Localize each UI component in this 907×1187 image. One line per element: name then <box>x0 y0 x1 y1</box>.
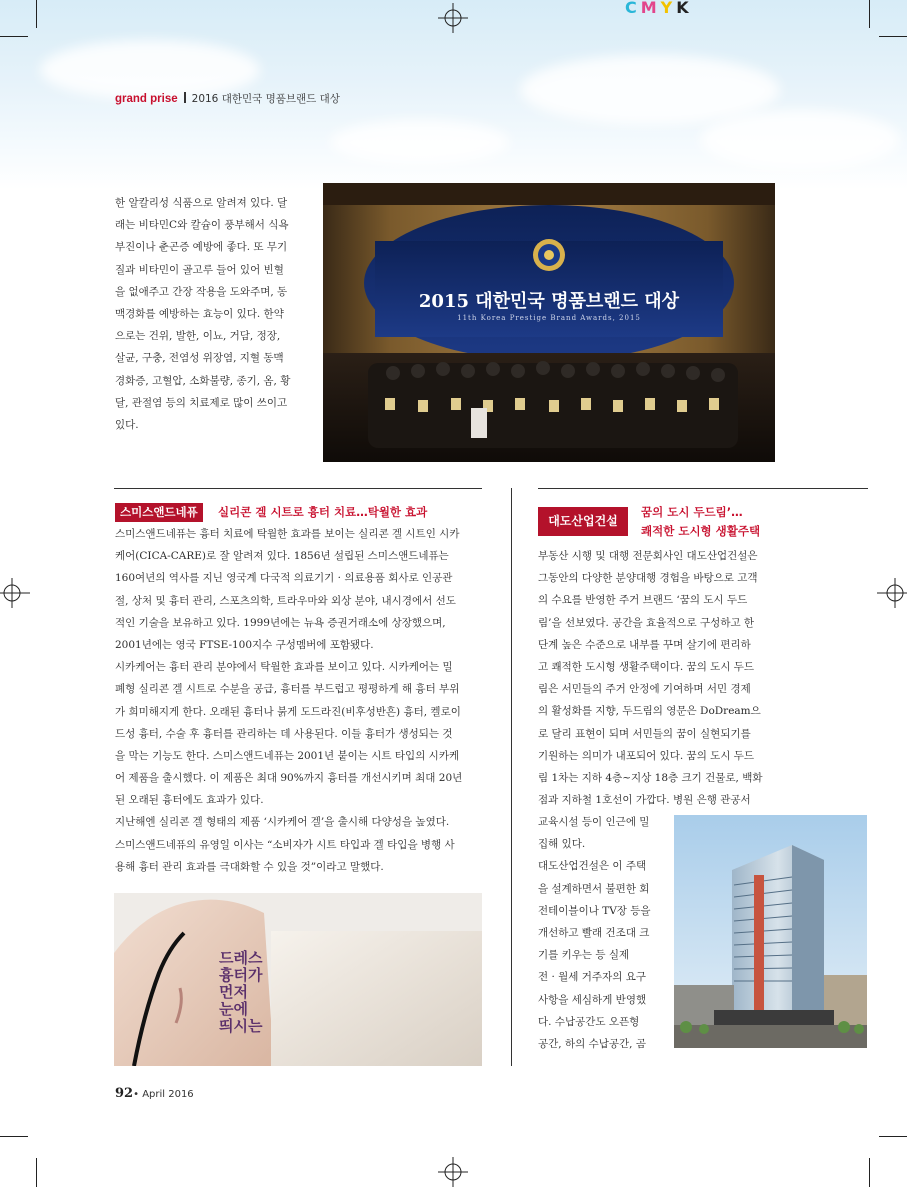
running-header <box>115 91 340 106</box>
text-line: 림은 서민들의 주거 안정에 기여하며 서민 경제 <box>538 683 751 696</box>
text-line: 절, 상처 및 흉터 관리, 스포츠의학, 트라우마와 외상 분야, 내시경에서 선도 <box>115 594 456 607</box>
registration-mark-icon <box>438 1157 468 1187</box>
smith-body-text <box>115 523 487 878</box>
award-photo-art <box>323 183 775 462</box>
text-line: 고 쾌적한 도시형 생활주택이다. 꿈의 도시 두드 <box>538 660 755 673</box>
text-line: 로 달리 표현이 되며 서민들의 꿈이 실현되기를 <box>538 727 751 740</box>
cica-care-ad-photo <box>114 893 482 1066</box>
text-line: 기원하는 의미가 내포되어 있다. 꿈의 도시 두드 <box>538 749 755 762</box>
text-line: 전테이블이나 TV장 등을 <box>538 904 651 917</box>
cmyk-print-mark <box>625 0 693 17</box>
header-separator <box>184 92 186 103</box>
text-line: 공간, 하의 수납공간, 곰 <box>538 1037 646 1050</box>
intro-text <box>115 192 305 436</box>
text-line: 폐형 실리콘 겔 시트로 수분을 공급, 흉터를 부드럽고 평평하게 해 흉터 부위 <box>115 683 460 696</box>
text-line: 케어(CICA-CARE)로 잘 알려져 있다. 1856년 설립된 스미스앤드네퓨는 <box>115 550 449 563</box>
daedo-body-text <box>538 545 870 811</box>
ad-text-line: 눈에 <box>219 1000 248 1018</box>
text-line: 림 1차는 지하 4층~지상 18층 크기 건물로, 백화 <box>538 771 763 784</box>
text-line: 전 · 월세 거주자의 요구 <box>538 971 646 984</box>
building-art <box>674 815 867 1048</box>
text-line: 래는 비타민C와 칼슘이 풍부해서 식욕 <box>115 219 289 232</box>
ad-text-line: 먼저 <box>219 983 248 1001</box>
page-footer <box>115 1086 194 1101</box>
cloud-shape <box>520 55 780 125</box>
text-line: 드성 흉터, 수술 후 흉터를 관리하는 데 사용된다. 이들 흉터가 생성되는 것 <box>115 727 453 740</box>
text-line: 으로는 건위, 발한, 이뇨, 거담, 정장, <box>115 330 281 343</box>
text-line: 스미스앤드네퓨의 유영일 이사는 “소비자가 시트 타입과 겔 타입을 병행 사 <box>115 838 455 851</box>
text-line: 용해 흉터 관리 효과를 극대화할 수 있을 것”이라고 말했다. <box>115 860 384 873</box>
page-number: 92 <box>115 1086 134 1101</box>
text-line: 을 설계하면서 불편한 회 <box>538 882 650 895</box>
text-line: 단계 높은 수준으로 내부를 꾸며 살기에 편리하 <box>538 638 751 651</box>
ad-text-line: 띄시는 <box>219 1017 263 1035</box>
crop-mark <box>0 1136 28 1137</box>
header-title: 2016 대한민국 명품브랜드 대상 <box>191 93 340 105</box>
text-line: 점과 지하철 1호선이 가깝다. 병원 은행 관공서 <box>538 794 751 807</box>
text-line: 시카케어는 흉터 관리 분야에서 탁월한 효과를 보이고 있다. 시카케어는 밀 <box>115 661 453 674</box>
cmyk-letter: M <box>640 0 661 17</box>
cloud-shape <box>700 110 900 170</box>
smith-section-label: 스미스앤드네퓨 <box>115 503 203 522</box>
footer-bullet: • <box>133 1089 139 1100</box>
daedo-section-label: 대도산업건설 <box>538 507 628 536</box>
text-line: 달, 관절염 등의 치료제로 많이 쓰이고 <box>115 396 288 409</box>
text-line: 을 막는 기능도 한다. 스미스앤드네퓨는 2001년 붙이는 시트 타입의 시카케 <box>115 749 460 762</box>
text-line: 개선하고 빨래 건조대 크 <box>538 926 650 939</box>
award-banner-title: 2015 대한민국 명품브랜드 대상 <box>418 291 680 312</box>
cmyk-letter: C <box>625 0 641 17</box>
crop-mark <box>869 0 870 28</box>
daedo-narrow-text <box>538 811 668 1055</box>
text-line: 사항을 세심하게 반영했 <box>538 993 647 1006</box>
text-line: 을 없애주고 간장 작용을 도와주며, 동 <box>115 285 288 298</box>
section-rule <box>114 488 482 489</box>
text-line: 어 제품을 출시했다. 이 제품은 최대 90%까지 흉터를 개선시키며 최대 20년 <box>115 772 463 785</box>
text-line: 다. 수납공간도 오픈형 <box>538 1015 640 1028</box>
daedo-title-line: 꿈의 도시 두드림’… <box>641 505 743 519</box>
text-line: 된 오래된 흉터에도 효과가 있다. <box>115 794 264 807</box>
cmyk-letter: K <box>676 0 693 17</box>
smith-section-title: 실리콘 겔 시트로 흉터 치료…탁월한 효과 <box>218 505 428 519</box>
text-line: 한 알칼리성 식품으로 알려져 있다. 달 <box>115 197 288 209</box>
award-ceremony-photo <box>323 183 775 462</box>
text-line: 살균, 구충, 전염성 위장염, 지혈 동맥 <box>115 352 284 365</box>
text-line: 맥경화를 예방하는 효능이 있다. 한약 <box>115 307 284 320</box>
issue-date: April 2016 <box>142 1089 194 1100</box>
text-line: 2001년에는 영국 FTSE-100지수 구성멤버에 포함됐다. <box>115 638 374 651</box>
registration-mark-icon <box>877 578 907 608</box>
cream-ad-art <box>114 893 482 1066</box>
text-line: 부진이나 춘곤증 예방에 좋다. 또 무기 <box>115 241 288 254</box>
text-line: 대도산업건설은 이 주택 <box>538 860 647 873</box>
text-line: 스미스앤드네퓨는 흉터 치료에 탁월한 효과를 보이는 실리콘 겔 시트인 시카 <box>115 528 460 540</box>
text-line: 질과 비타민이 골고루 들어 있어 빈혈 <box>115 263 284 276</box>
daedo-title-line: 쾌적한 도시형 생활주택 <box>641 524 761 538</box>
text-line: 경화증, 고혈압, 소화불량, 종기, 옴, 황 <box>115 374 291 387</box>
text-line: 지난해엔 실리콘 겔 형태의 제품 ‘시카케어 겔’을 출시해 다양성을 높였다. <box>115 816 450 829</box>
text-line: 있다. <box>115 418 139 431</box>
text-line: 의 활성화를 지향, 두드림의 영문은 DoDream으 <box>538 705 761 718</box>
column-divider <box>511 488 512 1066</box>
text-line: 교육시설 등이 인근에 밀 <box>538 816 650 828</box>
award-banner-subtitle: 11th Korea Prestige Brand Awards, 2015 <box>457 314 641 322</box>
crop-mark <box>879 36 907 37</box>
registration-mark-icon <box>438 3 468 33</box>
section-rule <box>538 488 868 489</box>
cream-ad-headline <box>219 950 262 1035</box>
crop-mark <box>36 1158 37 1187</box>
cmyk-letter: Y <box>660 0 677 17</box>
crop-mark <box>36 0 37 28</box>
text-line: 그동안의 다양한 분양대행 경험을 바탕으로 고객 <box>538 572 758 585</box>
ad-text-line: 흉터가 <box>219 966 263 984</box>
ad-text-line: 드레스 <box>219 949 263 967</box>
header-brand: grand prise <box>115 93 178 105</box>
crop-mark <box>0 36 28 37</box>
daedo-section-title <box>641 503 760 541</box>
building-rendering-photo <box>674 815 867 1048</box>
text-line: 부동산 시행 및 대행 전문회사인 대도산업건설은 <box>538 550 758 562</box>
text-line: 림’을 선보였다. 공간을 효율적으로 구성하고 한 <box>538 616 755 629</box>
text-line: 가 희미해지게 한다. 오래된 흉터나 붉게 도드라진(비후성반흔) 흉터, 켈로이 <box>115 705 461 718</box>
text-line: 의 수요를 반영한 주거 브랜드 ‘꿈의 도시 두드 <box>538 594 748 607</box>
crop-mark <box>869 1158 870 1187</box>
text-line: 적인 기술을 보유하고 있다. 1999년에는 뉴욕 증권거래소에 상장했으며, <box>115 616 446 629</box>
crop-mark <box>879 1136 907 1137</box>
registration-mark-icon <box>0 578 30 608</box>
cloud-shape <box>330 120 510 165</box>
text-line: 집해 있다. <box>538 838 586 851</box>
text-line: 기를 키우는 등 실제 <box>538 949 630 962</box>
text-line: 160여년의 역사를 지닌 영국계 다국적 의료기기 · 의료용품 회사로 인공관 <box>115 572 453 585</box>
